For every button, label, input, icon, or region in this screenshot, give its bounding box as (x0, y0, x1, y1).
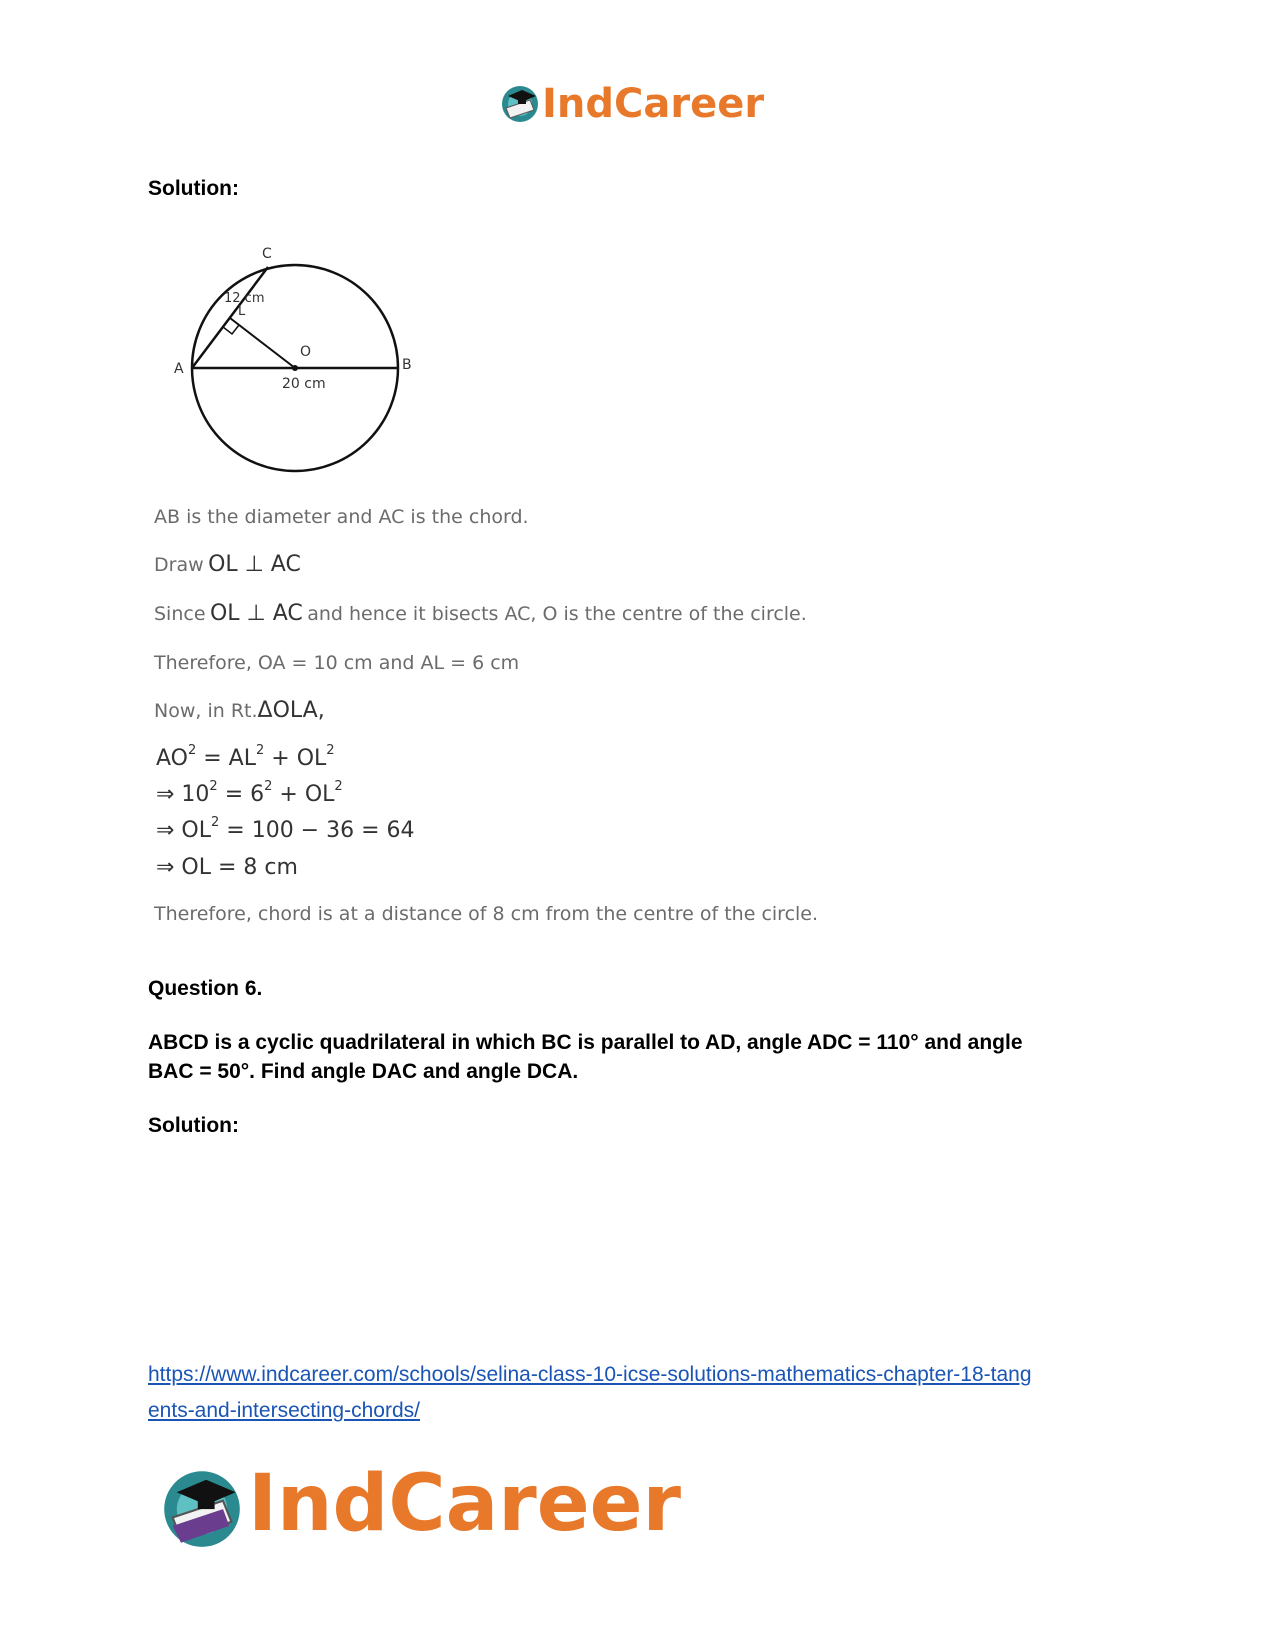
question-text-line1: ABCD is a cyclic quadrilateral in which BC is parallel to AD, angle ADC = 110° and angle (148, 1031, 1023, 1054)
segment-ol (230, 318, 295, 368)
equation-result: ⇒ OL = 8 cm (156, 855, 298, 880)
question-text-line2: BAC = 50°. Find angle DAC and angle DCA. (148, 1060, 579, 1083)
footer-link[interactable] (148, 1357, 1032, 1429)
step-text: Now, in Rt. (154, 700, 258, 722)
equation-pythagoras: $AO^2 = AL^2 + OL^2$ (156, 743, 335, 771)
step-math: ΔOLA, (257, 698, 325, 723)
question-heading: Question 6. (148, 977, 263, 1000)
graduation-cap-icon (500, 82, 540, 124)
equation-substitute: ⇒ $10^2 = 6^2 + OL^2$ (156, 779, 343, 807)
label-b: B (402, 357, 412, 373)
graduation-cap-icon (160, 1462, 244, 1552)
equation-simplify: ⇒ $OL^2 = 100 - 36 = 64$ (156, 815, 415, 843)
step-diameter-chord: AB is the diameter and AC is the chord. (154, 506, 529, 528)
label-a: A (174, 361, 184, 377)
step-values: Therefore, OA = 10 cm and AL = 6 cm (154, 652, 520, 674)
circle-diagram (160, 243, 430, 493)
step-text: Since (154, 603, 206, 625)
centre-point (292, 365, 298, 371)
footer-link-line2[interactable]: ents-and-intersecting-chords/ (148, 1399, 420, 1422)
step-text: and hence it bisects AC, O is the centre of the circle. (307, 603, 807, 625)
label-chord-length: 12 cm (224, 291, 265, 306)
chord-ac (192, 267, 268, 368)
label-diameter-length: 20 cm (282, 376, 326, 392)
step-math: OL ⊥ AC (208, 552, 301, 577)
step-bisects (154, 601, 807, 626)
step-conclusion: Therefore, chord is at a distance of 8 cm from the centre of the circle. (154, 903, 819, 925)
label-l: L (238, 304, 246, 319)
solution-heading-2: Solution: (148, 1114, 239, 1137)
logo-wordmark: IndCareer (248, 1459, 681, 1549)
step-triangle (154, 698, 325, 723)
step-draw-perpendicular (154, 552, 301, 577)
logo-wordmark: IndCareer (542, 81, 765, 127)
header-logo (500, 78, 800, 130)
footer-link-line1[interactable]: https://www.indcareer.com/schools/selina-class-10-icse-solutions-mathematics-chapter-18-tang (148, 1363, 1032, 1386)
label-c: C (262, 246, 272, 262)
step-math: OL ⊥ AC (209, 601, 303, 626)
right-angle-mark (223, 325, 239, 334)
label-o: O (300, 344, 312, 360)
footer-logo (160, 1458, 720, 1558)
solution-heading: Solution: (148, 177, 239, 200)
step-text: Draw (154, 554, 204, 576)
